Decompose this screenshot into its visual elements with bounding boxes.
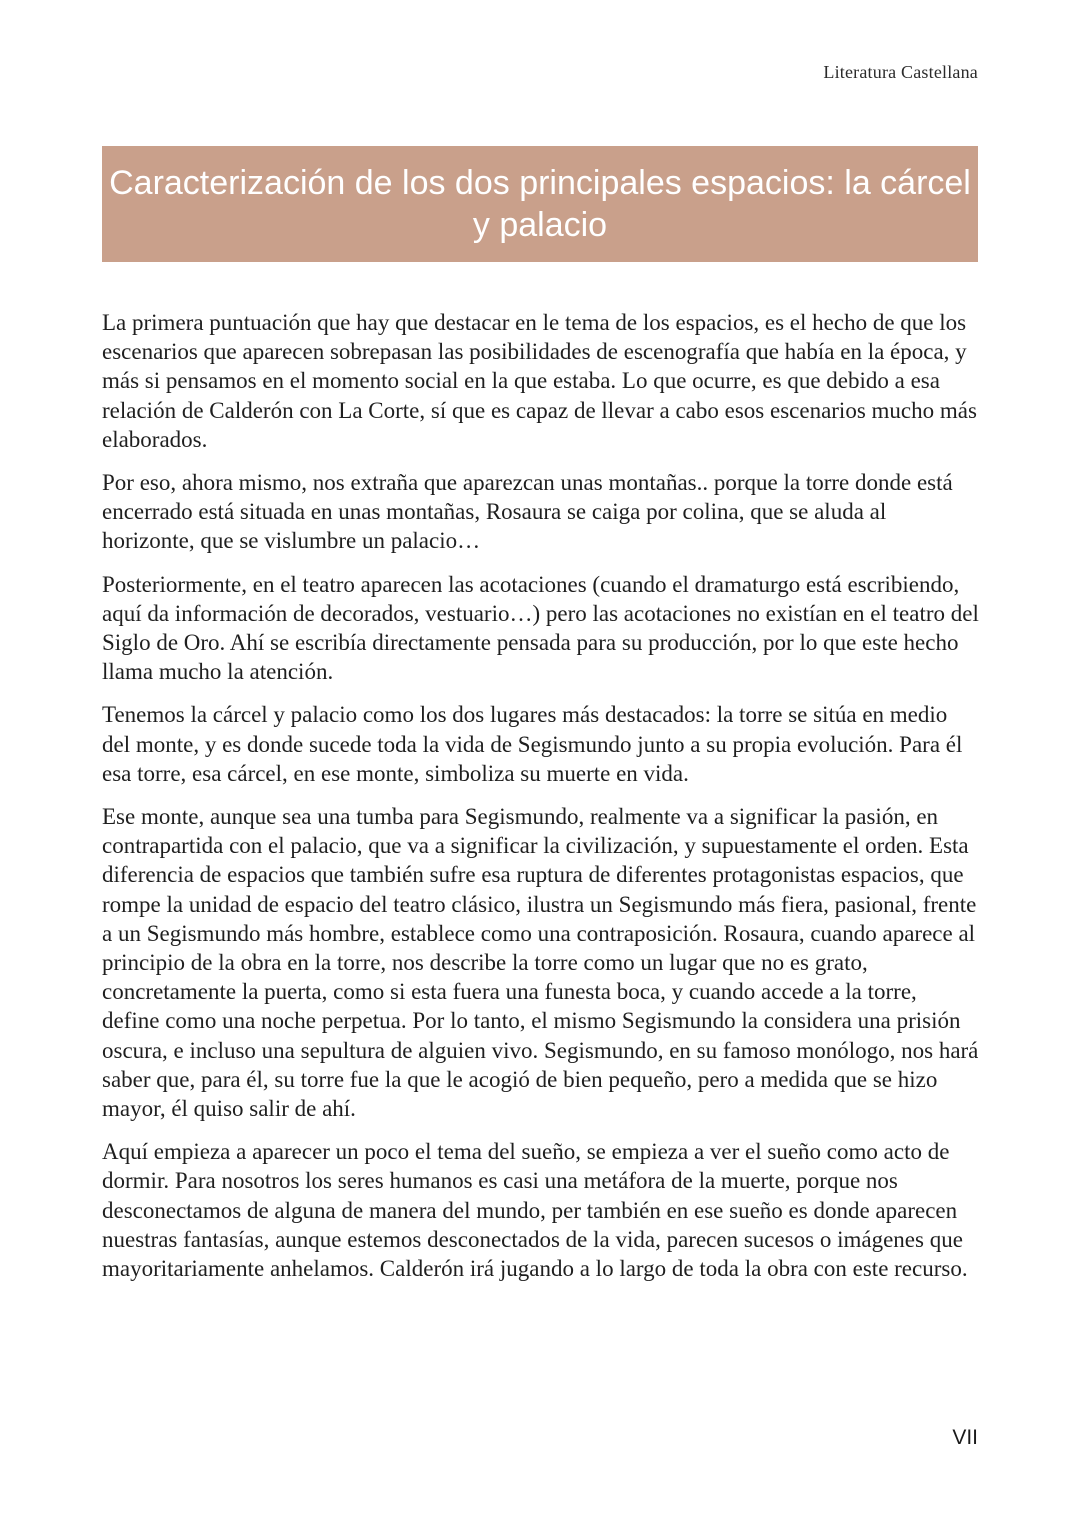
section-title: Caracterización de los dos principales espacios: la cárcel y palacio (109, 164, 971, 244)
paragraph: Aquí empieza a aparecer un poco el tema del sueño, se empieza a ver el sueño como acto de dormir. Para nosotros los seres humanos es casi una metáfora de la muerte, porque nos desconectamos de alguna de manera del mundo, per también en ese sueño es donde aparecen nuestras fantasías, aunque estemos desconectados de la vida, parecen sucesos o imágenes que mayoritariamente anhelamos. Calderón irá jugando a lo largo de toda la obra con este recurso. (102, 1139, 968, 1282)
paragraph: Tenemos la cárcel y palacio como los dos lugares más destacados: la torre se sitúa en medio del monte, y es donde sucede toda la vida de Segismundo junto a su propia evolución. Para él esa torre, esa cárcel, en ese monte, simboliza su muerte en vida. (102, 702, 963, 786)
paragraph: La primera puntuación que hay que destacar en le tema de los espacios, es el hecho de que los escenarios que aparecen sobrepasan las posibilidades de escenografía que había en la época, y más si pensamos en el momento social en la que estaba. Lo que ocurre, es que debido a esa relación de Calderón con La Corte, sí que es capaz de llevar a cabo esos escenarios mucho más elaborados. (102, 310, 977, 452)
paragraph: Posteriormente, en el teatro aparecen las acotaciones (cuando el dramaturgo está escribiendo, aquí da información de decorados, vestuario…) pero las acotaciones no existían en el teatro del Siglo de Oro. Ahí se escribía directamente pensada para su producción, por lo que este hecho llama mucho la atención. (102, 571, 979, 685)
section-title-banner (102, 146, 978, 262)
paragraph: Ese monte, aunque sea una tumba para Segismundo, realmente va a significar la pasión, en contrapartida con el palacio, que va a significar la civilización, y supuestamente el orden. Esta diferencia de espacios que también sufre esa ruptura de diferentes protagonistas espacios, que rompe la unidad de espacio del teatro clásico, ilustra un Segismundo más fiera, pasional, frente a un Segismundo más hombre, establece como una contraposición. Rosaura, cuando aparece al principio de la obra en la torre, nos describe la torre como un lugar que no es grato, concretamente la puerta, como si esta fuera una funesta boca, y cuando accede a la torre, define como una noche perpetua. Por lo tanto, el mismo Segismundo la considera una prisión oscura, e incluso una sepultura de alguien vivo. Segismundo, en su famoso monólogo, nos hará saber que, para él, su torre fue la que le acogió de bien pequeño, pero a medida que se hizo mayor, él quiso salir de ahí. (102, 804, 979, 1122)
running-header: Literatura Castellana (823, 62, 978, 82)
paragraph: Por eso, ahora mismo, nos extraña que aparezcan unas montañas.. porque la torre donde está encerrado está situada en unas montañas, Rosaura se caiga por colina, que se aluda al horizonte, que se vislumbre un palacio… (102, 470, 953, 554)
page-number: VII (952, 1426, 978, 1449)
body-text (102, 308, 980, 1297)
